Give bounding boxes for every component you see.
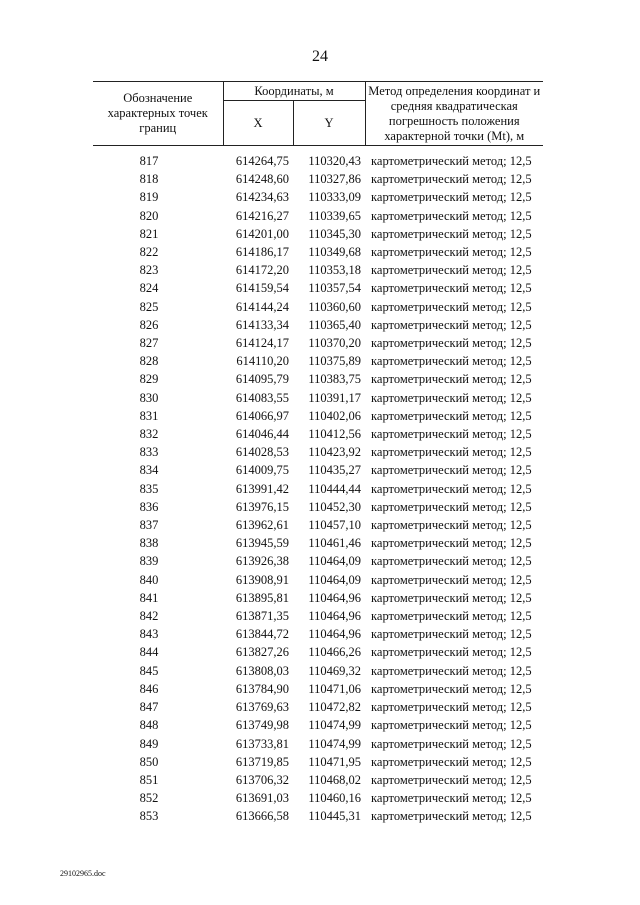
cell-method: картометрический метод; 12,5 [371,736,532,751]
header-coordinates: Координаты, м [223,82,365,101]
table-row [93,188,543,206]
cell-y: 110445,31 [308,809,362,824]
cell-x: 614264,75 [235,154,289,168]
table-row [93,571,543,589]
cell-y: 110327,86 [308,172,362,187]
cell-method: картометрический метод; 12,5 [371,754,532,769]
cell-method: картометрический метод; 12,5 [371,336,532,351]
cell-method: картометрический метод; 12,5 [371,499,532,514]
cell-method: картометрический метод; 12,5 [371,154,532,168]
cell-x: 614159,54 [235,281,289,296]
cell-x: 613691,03 [235,791,289,806]
cell-point: 849 [139,736,159,751]
cell-method: картометрический метод; 12,5 [371,609,532,624]
cell-y: 110472,82 [308,700,362,715]
cell-point: 823 [139,263,159,278]
table-body [93,146,543,826]
cell-x: 613749,98 [235,718,289,733]
table-row [93,146,543,171]
cell-y: 110345,30 [308,226,362,241]
cell-method: картометрический метод; 12,5 [371,281,532,296]
cell-x: 613945,59 [235,536,289,551]
table-row [93,170,543,188]
cell-point: 827 [139,336,159,351]
cell-point: 843 [139,627,159,642]
cell-point: 821 [139,226,159,241]
cell-x: 613827,26 [235,645,289,660]
cell-x: 614046,44 [235,427,289,442]
cell-method: картометрический метод; 12,5 [371,372,532,387]
table-row [93,243,543,261]
cell-method: картометрический метод; 12,5 [371,408,532,423]
cell-method: картометрический метод; 12,5 [371,245,532,260]
cell-x: 613991,42 [235,481,289,496]
cell-method: картометрический метод; 12,5 [371,317,532,332]
header-method: Метод определения координат и средняя квадратическая погрешность положения характерной точки (Mt), м [365,82,543,146]
table-row [93,352,543,370]
table-row [93,425,543,443]
cell-y: 110349,68 [308,245,362,260]
table-row [93,370,543,388]
cell-method: картометрический метод; 12,5 [371,572,532,587]
cell-method: картометрический метод; 12,5 [371,208,532,223]
table-row [93,698,543,716]
header-x: X [223,101,293,146]
table-row [93,498,543,516]
table-row [93,735,543,753]
cell-method: картометрический метод; 12,5 [371,718,532,733]
table-row [93,771,543,789]
cell-y: 110464,09 [308,554,362,569]
cell-x: 613784,90 [235,681,289,696]
cell-point: 820 [139,208,159,223]
cell-x: 614009,75 [235,463,289,478]
cell-point: 838 [139,536,159,551]
table-row [93,443,543,461]
header-point-designation: Обозначение характерных точек границ [93,82,223,146]
cell-x: 614201,00 [235,226,289,241]
table-row [93,753,543,771]
table-row [93,552,543,570]
cell-y: 110423,92 [308,445,362,460]
page-number: 24 [312,48,328,65]
cell-point: 833 [139,445,159,460]
cell-y: 110464,96 [308,627,362,642]
cell-y: 110402,06 [308,408,362,423]
cell-method: картометрический метод; 12,5 [371,681,532,696]
cell-point: 836 [139,499,159,514]
cell-point: 850 [139,754,159,769]
cell-point: 831 [139,408,159,423]
table-row [93,716,543,734]
table-row [93,480,543,498]
cell-y: 110464,96 [308,590,362,605]
cell-method: картометрический метод; 12,5 [371,645,532,660]
cell-method: картометрический метод; 12,5 [371,554,532,569]
cell-y: 110452,30 [308,499,362,514]
cell-x: 614110,20 [236,354,289,369]
cell-point: 847 [139,700,159,715]
cell-method: картометрический метод; 12,5 [371,791,532,806]
cell-method: картометрический метод; 12,5 [371,518,532,533]
cell-y: 110357,54 [308,281,362,296]
cell-x: 613808,03 [235,663,289,678]
cell-x: 614133,34 [235,317,289,332]
cell-y: 110370,20 [308,336,362,351]
cell-y: 110474,99 [308,736,362,751]
cell-y: 110383,75 [308,372,362,387]
cell-method: картометрический метод; 12,5 [371,590,532,605]
table-row [93,334,543,352]
cell-point: 834 [139,463,159,478]
cell-x: 614186,17 [235,245,289,260]
cell-y: 110412,56 [308,427,362,442]
cell-y: 110353,18 [308,263,362,278]
table-row [93,207,543,225]
cell-y: 110360,60 [308,299,362,314]
cell-method: картометрический метод; 12,5 [371,354,532,369]
cell-x: 614144,24 [235,299,289,314]
cell-x: 613844,72 [235,627,289,642]
cell-method: картометрический метод; 12,5 [371,172,532,187]
cell-y: 110365,40 [308,317,362,332]
cell-point: 842 [139,609,159,624]
cell-x: 613895,81 [235,590,289,605]
cell-x: 614028,53 [235,445,289,460]
cell-point: 840 [139,572,159,587]
cell-y: 110464,09 [308,572,362,587]
cell-x: 613733,81 [235,736,289,751]
cell-method: картометрический метод; 12,5 [371,627,532,642]
cell-x: 613666,58 [235,809,289,824]
table-row [93,625,543,643]
cell-point: 828 [139,354,159,369]
cell-point: 846 [139,681,159,696]
cell-y: 110375,89 [308,354,362,369]
cell-x: 613976,15 [235,499,289,514]
cell-method: картометрический метод; 12,5 [371,536,532,551]
cell-y: 110461,46 [308,536,362,551]
table-row [93,643,543,661]
cell-point: 829 [139,372,159,387]
cell-x: 614124,17 [235,336,289,351]
cell-method: картометрический метод; 12,5 [371,390,532,405]
cell-point: 837 [139,518,159,533]
cell-method: картометрический метод; 12,5 [371,663,532,678]
cell-x: 613908,91 [235,572,289,587]
cell-point: 818 [139,172,159,187]
cell-y: 110464,96 [308,609,362,624]
cell-y: 110468,02 [308,772,362,787]
table-header [93,82,543,146]
cell-method: картометрический метод; 12,5 [371,190,532,205]
table-row [93,662,543,680]
cell-y: 110339,65 [308,208,362,223]
table-row [93,516,543,534]
table-row [93,534,543,552]
cell-x: 613706,32 [235,772,289,787]
cell-y: 110333,09 [308,190,362,205]
cell-point: 822 [139,245,159,260]
cell-point: 839 [139,554,159,569]
cell-y: 110320,43 [308,154,362,168]
cell-x: 613871,35 [235,609,289,624]
document-code: 29102965.doc [60,869,106,878]
cell-point: 853 [139,809,159,824]
cell-y: 110469,32 [308,663,362,678]
cell-y: 110460,16 [308,791,362,806]
cell-y: 110391,17 [308,390,362,405]
cell-point: 841 [139,590,159,605]
table-row [93,298,543,316]
cell-x: 614216,27 [235,208,289,223]
table-row [93,389,543,407]
cell-method: картометрический метод; 12,5 [371,700,532,715]
cell-x: 614172,20 [235,263,289,278]
cell-x: 613719,85 [235,754,289,769]
cell-method: картометрический метод; 12,5 [371,463,532,478]
cell-point: 824 [139,281,159,296]
cell-y: 110466,26 [308,645,362,660]
cell-point: 845 [139,663,159,678]
cell-point: 848 [139,718,159,733]
coordinates-table [93,81,543,826]
cell-point: 851 [139,772,159,787]
cell-y: 110457,10 [308,518,362,533]
table-row [93,589,543,607]
cell-x: 613769,63 [235,700,289,715]
table-row [93,607,543,625]
cell-x: 613962,61 [235,518,289,533]
cell-method: картометрический метод; 12,5 [371,481,532,496]
cell-method: картометрический метод; 12,5 [371,299,532,314]
cell-y: 110471,06 [308,681,362,696]
cell-x: 614083,55 [235,390,289,405]
cell-x: 614234,63 [235,190,289,205]
table-row [93,807,543,825]
table-row [93,261,543,279]
cell-y: 110471,95 [308,754,362,769]
cell-method: картометрический метод; 12,5 [371,809,532,824]
cell-y: 110444,44 [308,481,362,496]
cell-y: 110474,99 [308,718,362,733]
header-y: Y [293,101,365,146]
table-row [93,316,543,334]
cell-x: 614248,60 [235,172,289,187]
cell-point: 835 [139,481,159,496]
cell-x: 614095,79 [235,372,289,387]
table-row [93,680,543,698]
table-row [93,279,543,297]
cell-point: 832 [139,427,159,442]
cell-method: картометрический метод; 12,5 [371,226,532,241]
cell-point: 830 [139,390,159,405]
cell-point: 826 [139,317,159,332]
table-row [93,789,543,807]
cell-x: 613926,38 [235,554,289,569]
table-row [93,407,543,425]
cell-point: 825 [139,299,159,314]
cell-point: 852 [139,791,159,806]
cell-y: 110435,27 [308,463,362,478]
cell-method: картометрический метод; 12,5 [371,445,532,460]
cell-method: картометрический метод; 12,5 [371,772,532,787]
cell-point: 819 [139,190,159,205]
table-row [93,461,543,479]
cell-method: картометрический метод; 12,5 [371,263,532,278]
cell-x: 614066,97 [235,408,289,423]
cell-method: картометрический метод; 12,5 [371,427,532,442]
cell-point: 844 [139,645,159,660]
table-row [93,225,543,243]
cell-point: 817 [139,154,159,168]
coordinates-table-container [93,81,543,826]
